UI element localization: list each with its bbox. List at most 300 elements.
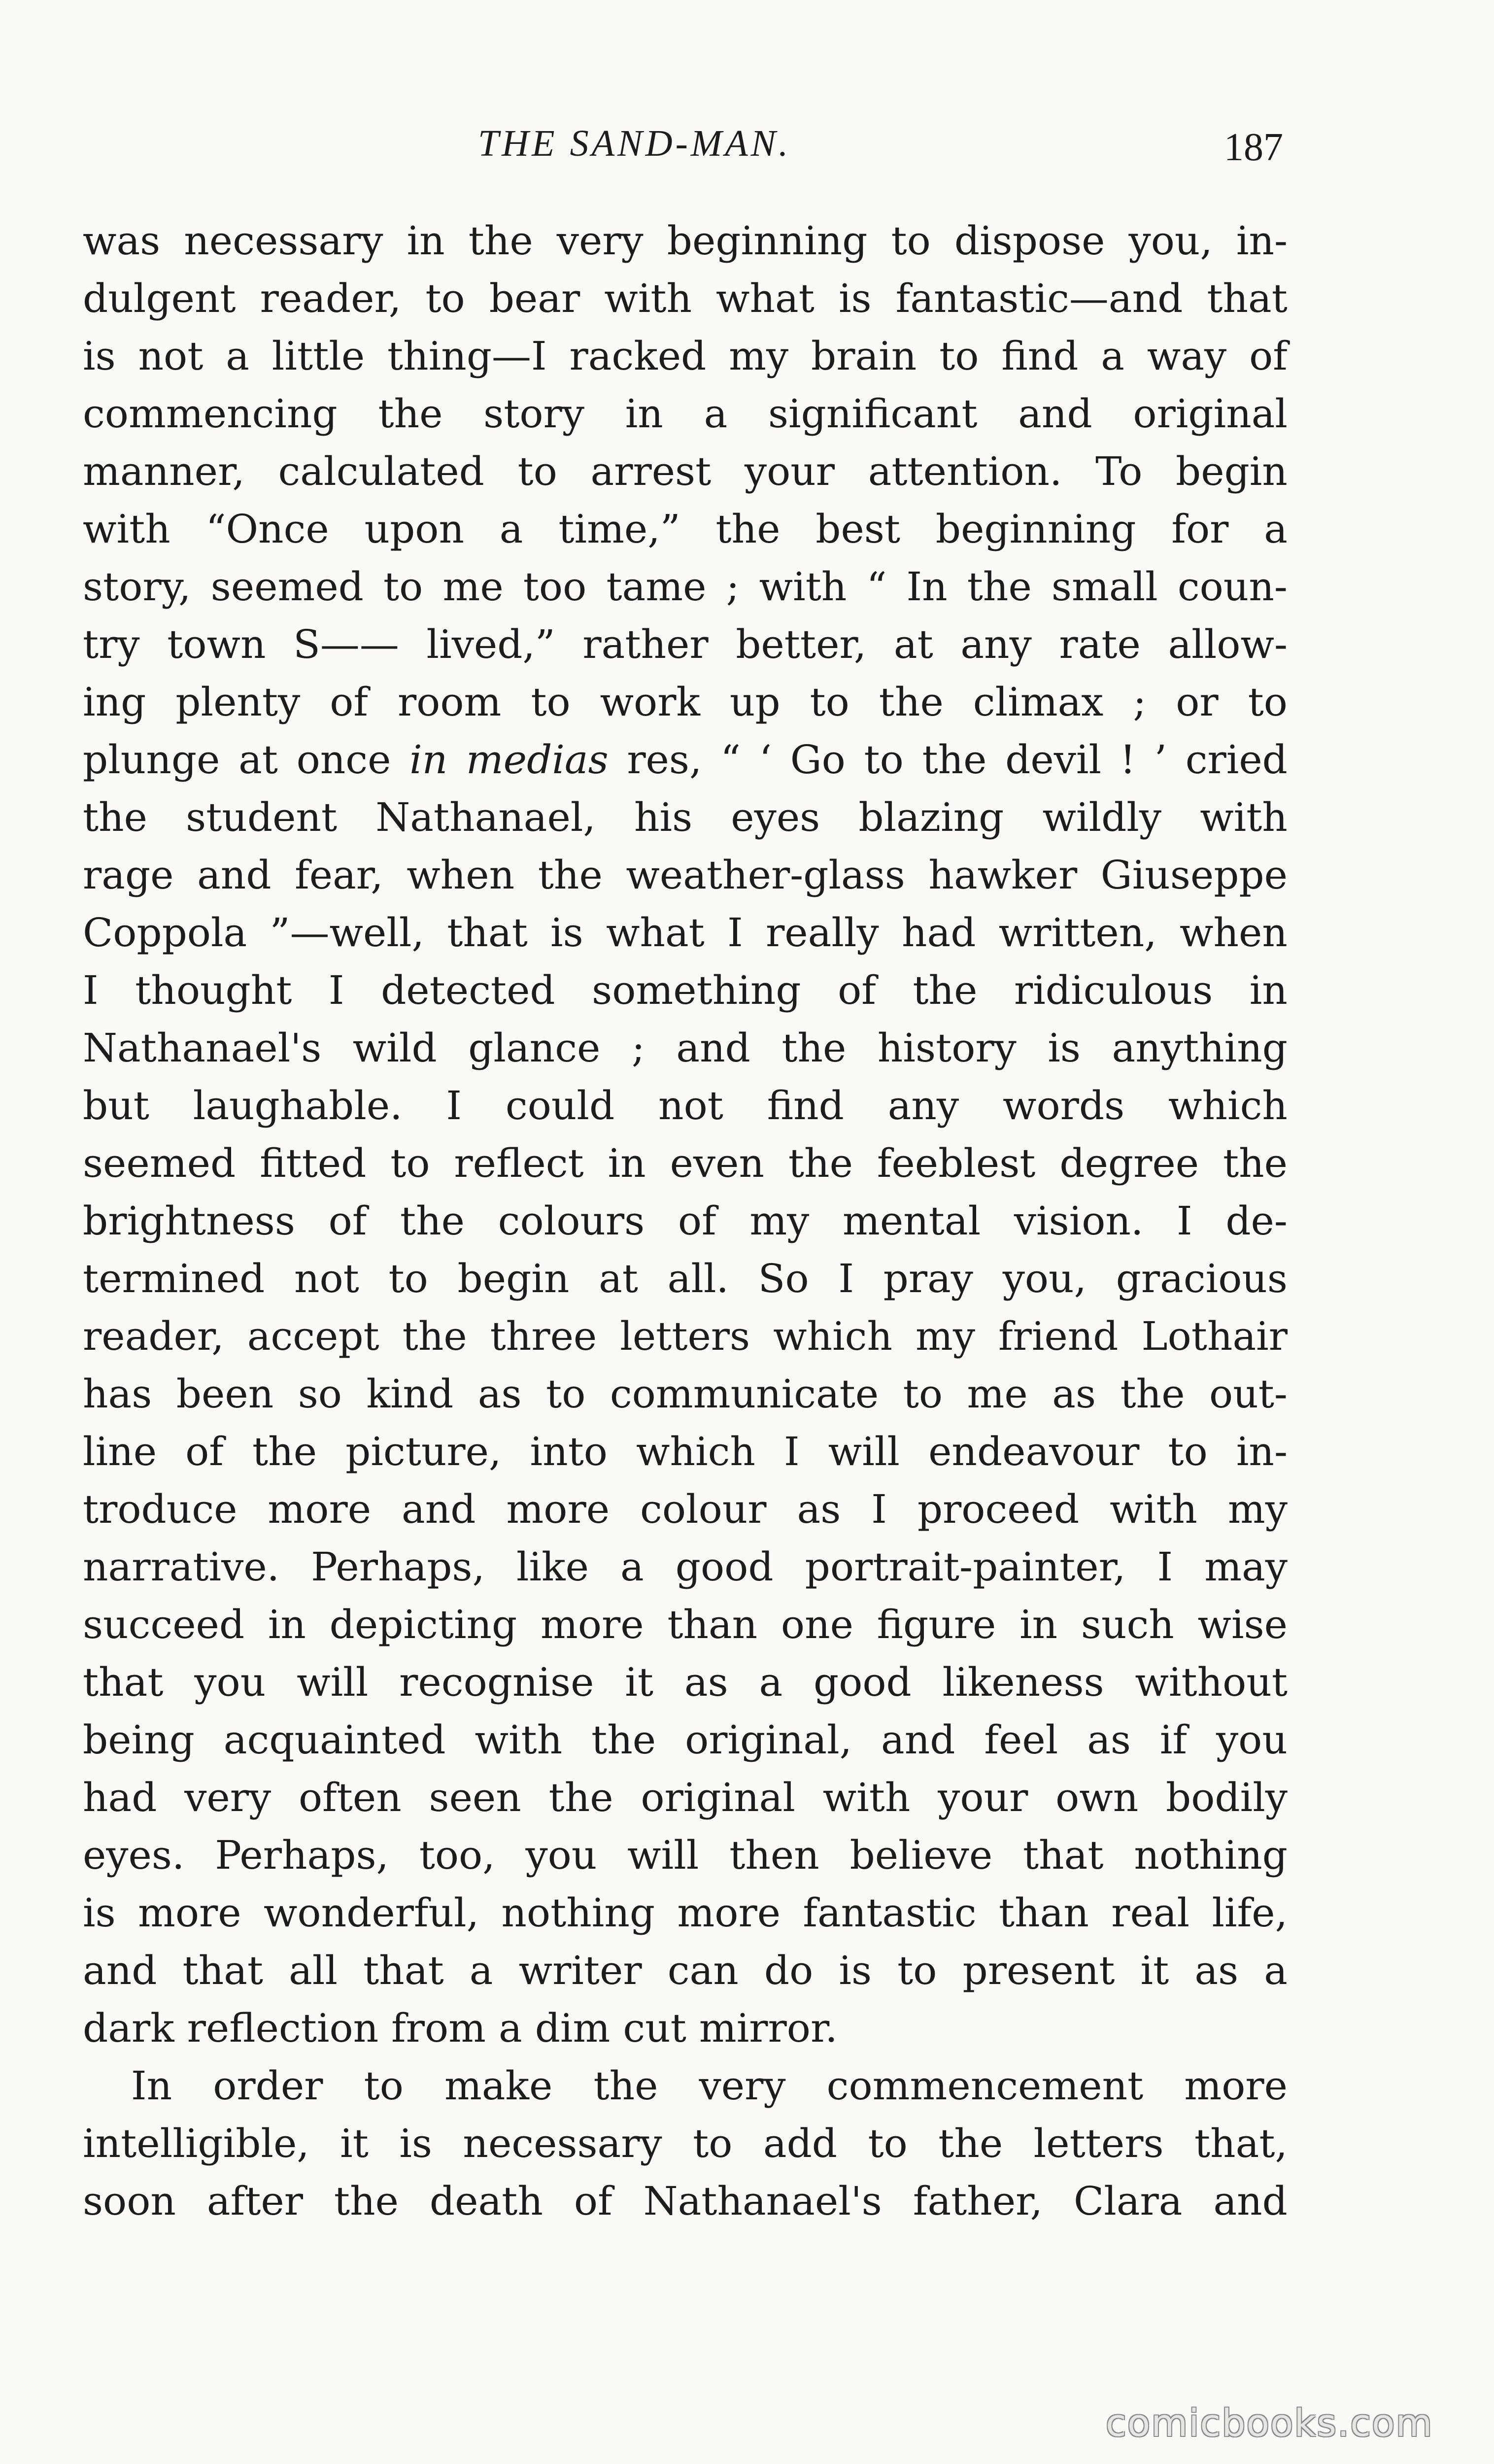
- word: town: [167, 621, 266, 667]
- word: is: [1048, 1025, 1081, 1071]
- word: a: [499, 506, 523, 552]
- word: colours: [498, 1198, 645, 1244]
- word: story,: [83, 564, 191, 610]
- word: weather-glass: [626, 852, 905, 898]
- word: such: [1081, 1602, 1174, 1647]
- word: will: [297, 1659, 369, 1705]
- word: to: [897, 1948, 937, 1993]
- word: necessary: [184, 218, 383, 264]
- word: my: [749, 1198, 810, 1244]
- word: could: [505, 1083, 615, 1129]
- word: do: [764, 1948, 814, 1993]
- text-line: [83, 1999, 1288, 2057]
- word: proceed: [917, 1486, 1080, 1532]
- word: likeness: [942, 1659, 1104, 1705]
- word: present: [962, 1948, 1115, 1993]
- word: laughable.: [193, 1083, 403, 1129]
- word: a: [1264, 506, 1288, 552]
- word: !: [1120, 737, 1136, 783]
- word: at: [599, 1256, 638, 1301]
- word: rather: [582, 621, 709, 667]
- text-line: [83, 1711, 1288, 1769]
- word: that: [182, 1948, 264, 1993]
- word: a: [704, 391, 728, 437]
- word: as: [684, 1659, 728, 1705]
- word: intelligible,: [83, 2121, 309, 2166]
- word: termined: [83, 1256, 265, 1301]
- running-title: THE SAND-MAN.: [478, 123, 791, 164]
- word: figure: [877, 1602, 996, 1647]
- word: Perhaps,: [311, 1544, 485, 1590]
- word: recognise: [399, 1659, 594, 1705]
- word: so: [298, 1371, 342, 1417]
- word: wise: [1197, 1602, 1288, 1647]
- word: of: [838, 967, 876, 1013]
- word: even: [670, 1140, 764, 1186]
- word: is: [83, 1890, 116, 1936]
- word: three: [490, 1313, 597, 1359]
- word: than: [667, 1602, 758, 1647]
- word: words: [1002, 1083, 1125, 1129]
- word: a: [499, 2005, 522, 2051]
- word: rage: [83, 852, 174, 898]
- word: too,: [419, 1832, 495, 1878]
- word: I: [784, 1429, 800, 1474]
- word: dark: [83, 2005, 174, 2051]
- word: to: [939, 333, 979, 379]
- word: to: [891, 218, 931, 264]
- word: of: [185, 1429, 224, 1474]
- word: had: [83, 1775, 157, 1820]
- word: a: [1101, 333, 1124, 379]
- word: the: [378, 391, 443, 437]
- word: not: [658, 1083, 723, 1129]
- word: a: [469, 1948, 493, 1993]
- word: reflect: [454, 1140, 584, 1186]
- word: is: [838, 275, 872, 321]
- word: original: [1133, 391, 1288, 437]
- word: what: [716, 275, 815, 321]
- word: is: [839, 1948, 872, 1993]
- word: Giuseppe: [1100, 852, 1288, 898]
- word: may: [1204, 1544, 1288, 1590]
- word: blazing: [858, 794, 1004, 840]
- word: something: [592, 967, 801, 1013]
- word: dulgent: [83, 275, 236, 321]
- word: it: [1140, 1948, 1169, 1993]
- word: to: [1168, 1429, 1208, 1474]
- word: as: [1052, 1371, 1096, 1417]
- word: then: [729, 1832, 819, 1878]
- word: in: [409, 737, 448, 783]
- word: wild: [352, 1025, 437, 1071]
- word: been: [176, 1371, 274, 1417]
- word: when: [407, 852, 515, 898]
- word: I: [1157, 1544, 1173, 1590]
- word: to: [517, 448, 557, 494]
- word: find: [767, 1083, 844, 1129]
- text-line: [83, 1480, 1288, 1538]
- word: all: [289, 1948, 338, 1993]
- text-line: [83, 1019, 1288, 1077]
- word: “Once: [205, 506, 329, 552]
- word: fear,: [295, 852, 383, 898]
- word: room: [397, 679, 502, 725]
- word: which: [1168, 1083, 1288, 1129]
- word: Perhaps,: [215, 1832, 389, 1878]
- word: more: [1184, 2063, 1288, 2109]
- word: find: [1001, 333, 1079, 379]
- word: Go: [790, 737, 846, 783]
- word: plenty: [175, 679, 301, 725]
- word: that: [1207, 275, 1288, 321]
- text-line: [83, 1192, 1288, 1250]
- word: in: [407, 218, 445, 264]
- word: your: [938, 1775, 1028, 1820]
- text-line: [83, 673, 1288, 731]
- word: beginning: [667, 218, 868, 264]
- word: that: [447, 910, 528, 956]
- page-number: 187: [1224, 126, 1283, 169]
- word: up: [729, 679, 781, 725]
- word: letters: [1033, 2121, 1164, 2166]
- word: I: [838, 1256, 854, 1301]
- word: eyes: [731, 794, 820, 840]
- word: a: [1264, 1948, 1288, 1993]
- word: colour: [640, 1486, 767, 1532]
- word: bodily: [1166, 1775, 1288, 1820]
- word: to: [868, 2121, 908, 2166]
- word: fitted: [260, 1140, 367, 1186]
- word: to: [864, 737, 904, 783]
- word: without: [1135, 1659, 1288, 1705]
- word: which: [636, 1429, 755, 1474]
- text-line: [83, 846, 1288, 904]
- word: the: [334, 2178, 399, 2224]
- word: picture,: [345, 1429, 502, 1474]
- word: climax: [973, 679, 1104, 725]
- word: friend: [998, 1313, 1119, 1359]
- word: more: [268, 1486, 372, 1532]
- word: I: [871, 1486, 887, 1532]
- text-line: [83, 731, 1288, 788]
- word: more: [137, 1890, 241, 1936]
- text-line: [83, 1884, 1288, 1942]
- text-line: [83, 1538, 1288, 1596]
- text-line: [83, 327, 1288, 385]
- word: will: [627, 1832, 699, 1878]
- word: the: [591, 1717, 656, 1763]
- word: res,: [627, 737, 702, 783]
- word: as: [477, 1371, 522, 1417]
- word: the: [593, 2063, 658, 2109]
- word: as: [797, 1486, 841, 1532]
- word: being: [83, 1717, 195, 1763]
- word: racked: [569, 333, 707, 379]
- word: it: [625, 1659, 654, 1705]
- word: of: [1249, 333, 1288, 379]
- word: dispose: [954, 218, 1105, 264]
- word: glance: [468, 1025, 601, 1071]
- word: to: [546, 1371, 586, 1417]
- word: the: [83, 794, 148, 840]
- word: of: [328, 1198, 367, 1244]
- word: to: [425, 275, 465, 321]
- text-line: [83, 788, 1288, 846]
- text-line: [83, 2115, 1288, 2172]
- word: a: [226, 333, 249, 379]
- word: fantastic—and: [895, 275, 1183, 321]
- word: a: [620, 1544, 644, 1590]
- watermark: comicbooks.com: [1106, 2401, 1433, 2445]
- word: narrative.: [83, 1544, 280, 1590]
- word: in: [1249, 967, 1288, 1013]
- word: with: [475, 1717, 563, 1763]
- word: out-: [1209, 1371, 1288, 1417]
- word: in-: [1236, 218, 1288, 264]
- text-line: [83, 2057, 1288, 2115]
- word: had: [902, 910, 976, 956]
- word: father,: [913, 2178, 1043, 2224]
- word: once: [296, 737, 391, 783]
- word: if: [1159, 1717, 1188, 1763]
- word: plunge: [83, 737, 220, 783]
- word: best: [815, 506, 901, 552]
- word: add: [763, 2121, 837, 2166]
- word: reflection: [187, 2005, 379, 2051]
- word: and: [402, 1486, 476, 1532]
- word: it: [340, 2121, 369, 2166]
- word: I: [446, 1083, 462, 1129]
- word: the: [400, 1198, 465, 1244]
- word: In: [906, 564, 948, 610]
- word: attention.: [868, 448, 1062, 494]
- text-line: [83, 1769, 1288, 1826]
- word: more: [540, 1602, 644, 1647]
- word: any: [887, 1083, 959, 1129]
- text-line: [83, 1423, 1288, 1480]
- word: ;: [726, 564, 740, 610]
- word: history: [877, 1025, 1017, 1071]
- word: S——: [293, 621, 399, 667]
- word: portrait-painter,: [805, 1544, 1126, 1590]
- word: of: [678, 1198, 716, 1244]
- word: seemed: [210, 564, 364, 610]
- word: is: [83, 333, 116, 379]
- word: any: [960, 621, 1032, 667]
- word: after: [206, 2178, 303, 2224]
- word: ridiculous: [1014, 967, 1213, 1013]
- word: and: [1213, 2178, 1288, 2224]
- word: and: [1018, 391, 1092, 437]
- word: has: [83, 1371, 152, 1417]
- word: To: [1095, 448, 1143, 494]
- text-line: [83, 961, 1288, 1019]
- word: coun-: [1177, 564, 1288, 610]
- word: letters: [620, 1313, 750, 1359]
- word: ’: [1154, 737, 1167, 783]
- text-line: [83, 443, 1288, 500]
- word: and: [881, 1717, 955, 1763]
- word: the: [538, 852, 603, 898]
- running-head: [0, 116, 1494, 171]
- text-line: [83, 1596, 1288, 1653]
- word: with: [759, 564, 847, 610]
- word: the: [468, 218, 533, 264]
- word: wildly: [1042, 794, 1162, 840]
- word: can: [667, 1948, 739, 1993]
- word: pray: [883, 1256, 973, 1301]
- word: mental: [843, 1198, 981, 1244]
- body-text: [83, 212, 1288, 2230]
- word: “: [866, 564, 887, 610]
- word: the: [938, 2121, 1003, 2166]
- word: that: [83, 1659, 164, 1705]
- word: seemed: [83, 1140, 236, 1186]
- word: was: [83, 218, 161, 264]
- word: for: [1171, 506, 1229, 552]
- word: not: [294, 1256, 359, 1301]
- word: and: [197, 852, 272, 898]
- word: you: [1216, 1717, 1288, 1763]
- word: the: [715, 506, 781, 552]
- word: to: [531, 679, 571, 725]
- word: in: [1019, 1602, 1058, 1647]
- word: that: [363, 1948, 444, 1993]
- word: anything: [1112, 1025, 1288, 1071]
- word: with: [1110, 1486, 1197, 1532]
- word: thing—I: [387, 333, 547, 379]
- word: the: [922, 737, 987, 783]
- word: acquainted: [223, 1717, 446, 1763]
- word: make: [444, 2063, 553, 2109]
- word: student: [186, 794, 338, 840]
- word: but: [83, 1083, 149, 1129]
- word: significant: [768, 391, 978, 437]
- text-line: [83, 1134, 1288, 1192]
- word: in: [608, 1140, 646, 1186]
- word: Nathanael,: [375, 794, 596, 840]
- word: with: [83, 506, 170, 552]
- word: at: [893, 621, 933, 667]
- word: the: [402, 1313, 467, 1359]
- word: at: [238, 737, 278, 783]
- word: to: [1248, 679, 1288, 725]
- text-line: [83, 1365, 1288, 1423]
- word: as: [1087, 1717, 1131, 1763]
- word: me: [442, 564, 504, 610]
- word: devil: [1005, 737, 1102, 783]
- text-line: [83, 385, 1288, 443]
- word: calculated: [278, 448, 484, 494]
- word: accept: [247, 1313, 379, 1359]
- word: to: [390, 1140, 430, 1186]
- word: that: [1022, 1832, 1104, 1878]
- word: detected: [381, 967, 555, 1013]
- word: original,: [685, 1717, 852, 1763]
- word: and: [676, 1025, 750, 1071]
- word: your: [744, 448, 835, 494]
- word: work: [600, 679, 700, 725]
- text-line: [83, 2172, 1288, 2230]
- word: little: [272, 333, 365, 379]
- text-line: [83, 270, 1288, 327]
- word: or: [1176, 679, 1219, 725]
- word: the: [913, 967, 978, 1013]
- word: ;: [631, 1025, 645, 1071]
- word: his: [634, 794, 693, 840]
- word: soon: [83, 2178, 176, 2224]
- word: Clara: [1074, 2178, 1183, 2224]
- word: you,: [1128, 218, 1213, 264]
- word: arrest: [590, 448, 712, 494]
- word: into: [530, 1429, 608, 1474]
- word: In: [131, 2063, 172, 2109]
- word: in-: [1236, 1429, 1288, 1474]
- word: of: [330, 679, 368, 725]
- word: upon: [364, 506, 464, 552]
- word: to: [383, 564, 423, 610]
- word: bear: [489, 275, 580, 321]
- word: better,: [736, 621, 867, 667]
- word: like: [516, 1544, 589, 1590]
- word: what: [606, 910, 705, 956]
- word: writer: [518, 1948, 642, 1993]
- word: medias: [466, 737, 609, 783]
- word: the: [548, 1775, 613, 1820]
- word: gracious: [1116, 1256, 1288, 1301]
- word: my: [915, 1313, 976, 1359]
- word: my: [1227, 1486, 1288, 1532]
- word: reader,: [83, 1313, 224, 1359]
- word: “: [720, 737, 741, 783]
- word: necessary: [463, 2121, 662, 2166]
- word: than: [998, 1890, 1089, 1936]
- word: ‘: [759, 737, 772, 783]
- word: communicate: [610, 1371, 879, 1417]
- word: written,: [998, 910, 1157, 956]
- word: the: [1222, 1140, 1288, 1186]
- word: the: [252, 1429, 317, 1474]
- word: time,”: [558, 506, 680, 552]
- word: is: [550, 910, 583, 956]
- text-line: [83, 500, 1288, 558]
- word: with: [822, 1775, 911, 1820]
- word: begin: [1176, 448, 1288, 494]
- word: that,: [1194, 2121, 1288, 2166]
- word: good: [675, 1544, 774, 1590]
- word: in: [625, 391, 663, 437]
- text-line: [83, 1653, 1288, 1711]
- word: line: [83, 1429, 157, 1474]
- word: you,: [1002, 1256, 1087, 1301]
- word: real: [1111, 1890, 1190, 1936]
- word: to: [810, 679, 849, 725]
- word: with: [604, 275, 692, 321]
- word: degree: [1059, 1140, 1199, 1186]
- word: manner,: [83, 448, 245, 494]
- word: tame: [606, 564, 707, 610]
- word: in: [268, 1602, 306, 1647]
- word: very: [556, 218, 644, 264]
- word: fantastic: [803, 1890, 977, 1936]
- word: mirror.: [699, 2005, 838, 2051]
- word: the: [788, 1140, 853, 1186]
- word: cut: [623, 2005, 686, 2051]
- word: to: [364, 2063, 404, 2109]
- word: as: [1194, 1948, 1239, 1993]
- word: a: [759, 1659, 783, 1705]
